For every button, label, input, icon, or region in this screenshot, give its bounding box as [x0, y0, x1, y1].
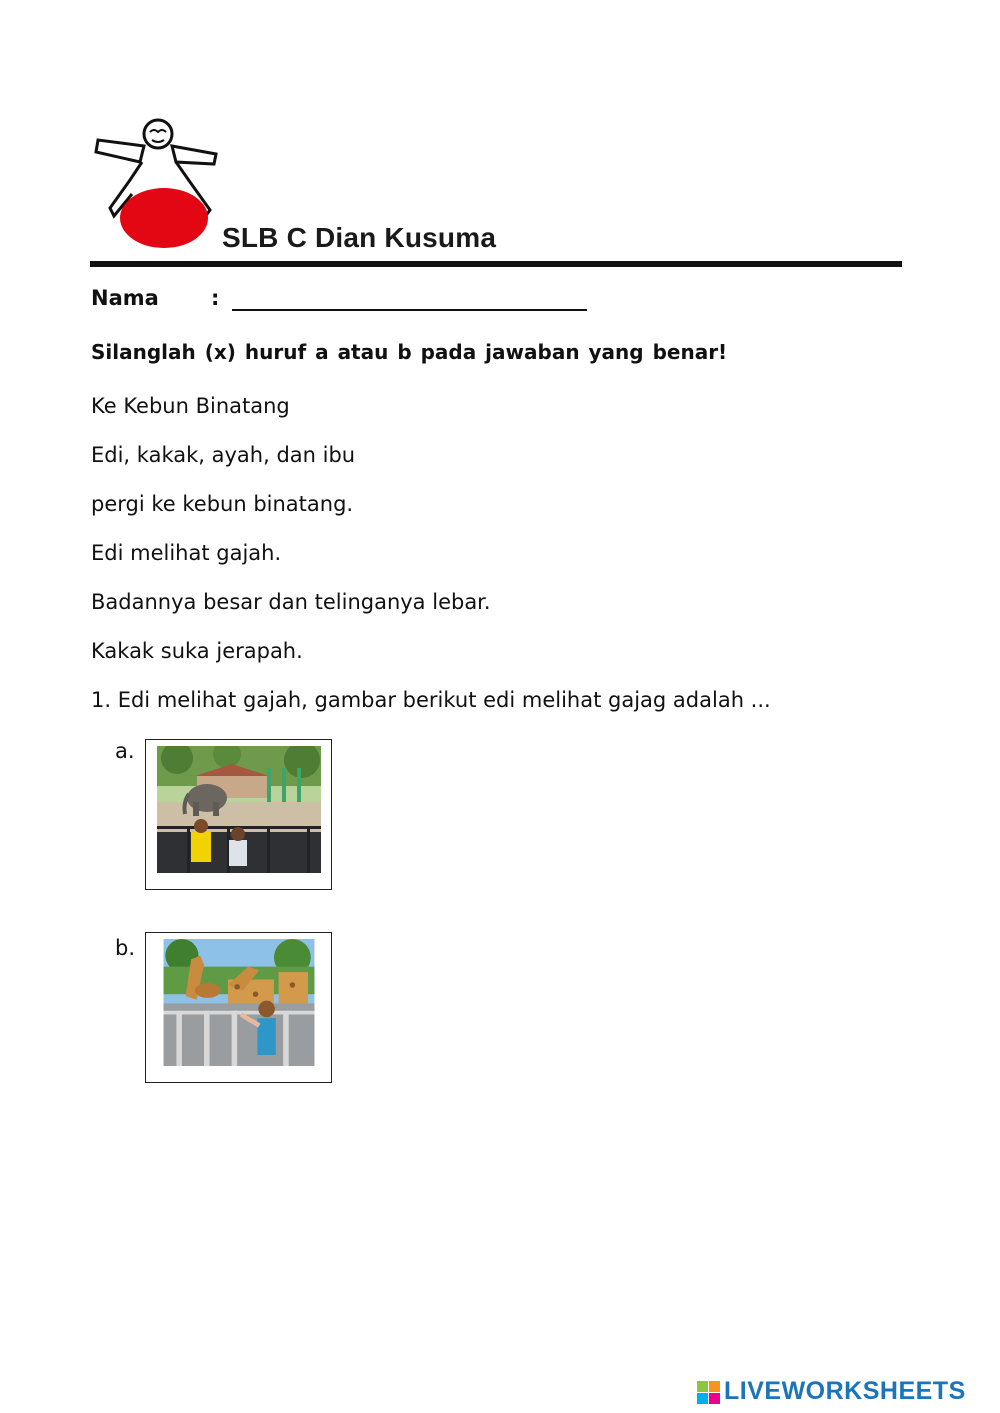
story-title: Ke Kebun Binatang: [91, 394, 290, 418]
liveworksheets-brand[interactable]: LIVEWORKSHEETS: [724, 1377, 966, 1405]
header-divider: [90, 261, 902, 267]
name-colon: :: [211, 286, 220, 310]
school-name: SLB C Dian Kusuma: [222, 222, 497, 253]
option-a-letter[interactable]: a.: [115, 739, 135, 763]
option-b-letter[interactable]: b.: [115, 936, 136, 960]
school-logo: [92, 118, 222, 253]
instruction: Silanglah (x) huruf a atau b pada jawaban yang benar!: [91, 340, 728, 364]
story-line: pergi ke kebun binatang.: [91, 492, 354, 516]
name-field-line[interactable]: [232, 309, 587, 311]
elephant-photo-icon: [157, 746, 321, 873]
story-line: Kakak suka jerapah.: [91, 639, 303, 663]
giraffe-photo-icon: [157, 939, 321, 1066]
question-text: 1. Edi melihat gajah, gambar berikut edi melihat gajag adalah ...: [91, 688, 771, 712]
option-b-image[interactable]: [145, 932, 332, 1083]
story-line: Edi melihat gajah.: [91, 541, 282, 565]
story-line: Edi, kakak, ayah, dan ibu: [91, 443, 356, 467]
story-line: Badannya besar dan telinganya lebar.: [91, 590, 491, 614]
name-label: Nama: [91, 286, 159, 310]
option-a-image[interactable]: [145, 739, 332, 890]
